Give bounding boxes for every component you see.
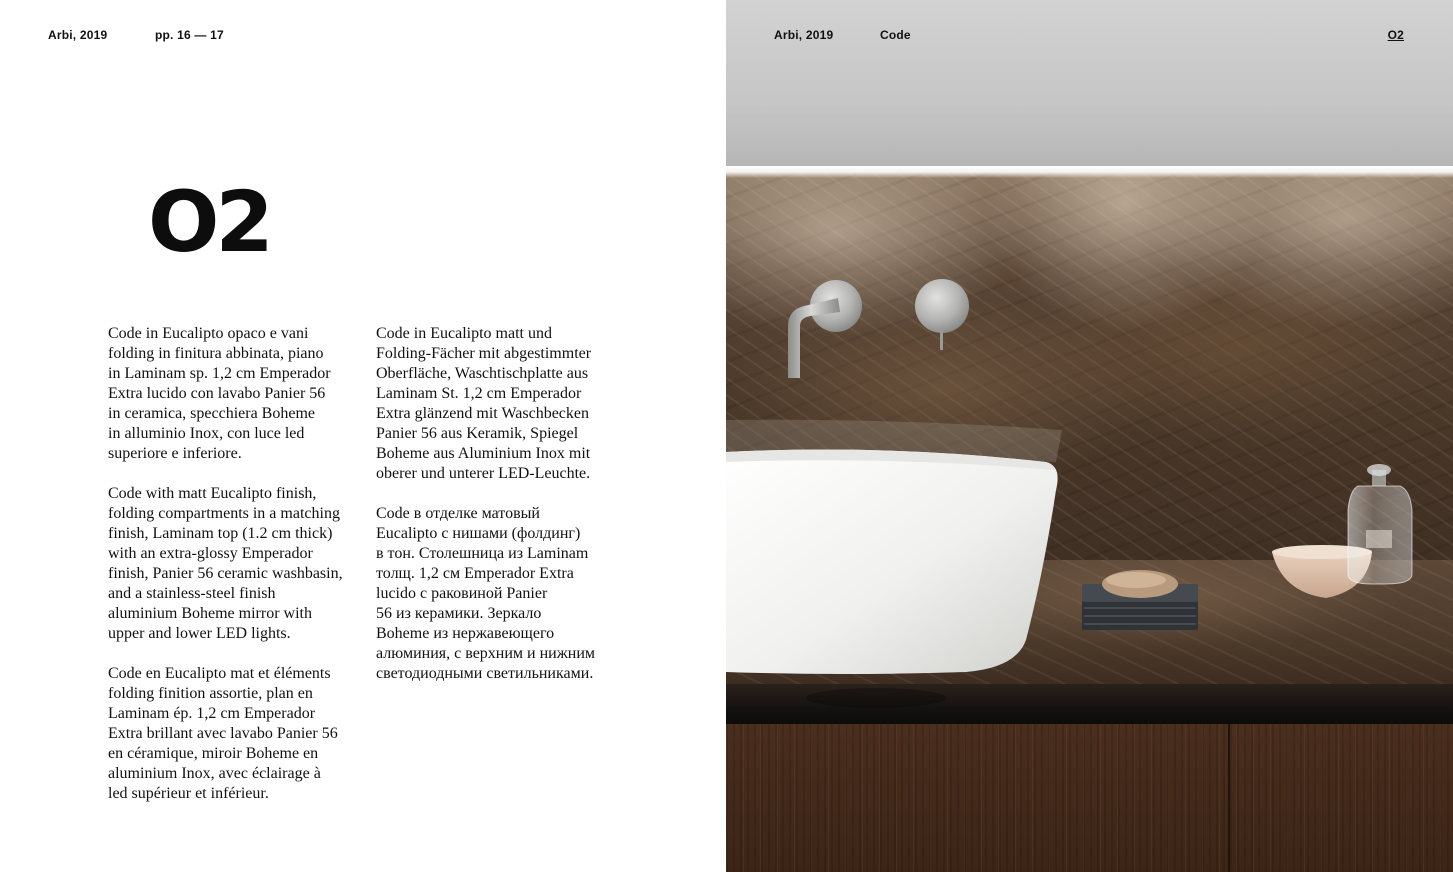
chapter-link[interactable]: O2 (1387, 28, 1404, 42)
text-line: folding in finitura abbinata, piano (108, 345, 324, 362)
chapter-number: O2 (148, 173, 270, 271)
text-line: in ceramica, specchiera Boheme (108, 405, 315, 422)
paragraph-french (108, 664, 343, 804)
text-line: finish, Panier 56 ceramic washbasin, (108, 565, 343, 582)
text-line: Extra brillant avec lavabo Panier 56 (108, 725, 338, 742)
header-section: Code (880, 28, 911, 42)
faucet-spout (788, 280, 862, 378)
washbasin (726, 450, 1058, 674)
text-line: superiore e inferiore. (108, 445, 242, 462)
text-line: aluminium Inox, avec éclairage à (108, 765, 321, 782)
text-line: folding compartments in a matching (108, 505, 340, 522)
text-line: Oberfläche, Waschtischplatte aus (376, 365, 589, 382)
paragraph-russian (376, 504, 595, 684)
mixer-knob (915, 279, 969, 350)
text-line: Code in Eucalipto opaco e vani (108, 325, 309, 342)
text-line: finish, Laminam top (1.2 cm thick) (108, 525, 333, 542)
text-line: толщ. 1,2 см Emperador Extra (376, 565, 574, 582)
text-line: Code with matt Eucalipto finish, (108, 485, 317, 502)
text-column-1 (108, 324, 343, 824)
paragraph-english (108, 484, 343, 644)
text-column-2 (376, 324, 595, 704)
header-page-range: pp. 16 — 17 (155, 28, 224, 42)
text-line: folding finition assortie, plan en (108, 685, 313, 702)
text-line: lucido с раковиной Panier (376, 585, 548, 602)
text-line: Laminam St. 1,2 cm Emperador (376, 385, 582, 402)
text-line: Code in Eucalipto matt und (376, 325, 552, 342)
text-line: led supérieur et inférieur. (108, 785, 269, 802)
text-line: Code en Eucalipto mat et éléments (108, 665, 331, 682)
text-line: upper and lower LED lights. (108, 625, 291, 642)
text-line: oberer und unterer LED-Leuchte. (376, 465, 591, 482)
paragraph-italian (108, 324, 343, 464)
text-line: with an extra-glossy Emperador (108, 545, 313, 562)
soap-bar-highlight (1106, 572, 1166, 588)
text-line: Laminam ép. 1,2 cm Emperador (108, 705, 316, 722)
text-line: Boheme aus Aluminium Inox mit (376, 445, 591, 462)
text-line: and a stainless-steel finish (108, 585, 276, 602)
text-line: Extra lucido con lavabo Panier 56 (108, 385, 326, 402)
paragraph-german (376, 324, 595, 484)
text-line: en céramique, miroir Boheme en (108, 745, 319, 762)
text-line: светодиодными светильниками. (376, 665, 594, 682)
header-brand-right: Arbi, 2019 (774, 28, 834, 42)
glass-jar (1348, 464, 1412, 584)
left-page (0, 0, 726, 872)
header-brand: Arbi, 2019 (48, 28, 108, 42)
text-line: Boheme из нержавеющего (376, 625, 555, 642)
text-line: Eucalipto с нишами (фолдинг) (376, 525, 581, 542)
text-line: aluminium Boheme mirror with (108, 605, 312, 622)
text-line: алюминия, с верхним и нижним (376, 645, 596, 662)
text-line: Folding-Fächer mit abgestimmter (376, 345, 592, 362)
basin-shadow (806, 688, 946, 708)
text-line: Panier 56 aus Keramik, Spiegel (376, 425, 579, 442)
bathroom-vanity-photo (726, 0, 1453, 872)
text-line: Code в отделке матовый (376, 505, 540, 522)
text-line: in alluminio Inox, con luce led (108, 425, 305, 442)
text-line: Extra glänzend mit Waschbecken (376, 405, 589, 422)
text-line: in Laminam sp. 1,2 cm Emperador (108, 365, 331, 382)
text-line: 56 из керамики. Зеркало (376, 605, 542, 622)
right-page (726, 0, 1453, 872)
text-line: в тон. Столешница из Laminam (376, 545, 589, 562)
